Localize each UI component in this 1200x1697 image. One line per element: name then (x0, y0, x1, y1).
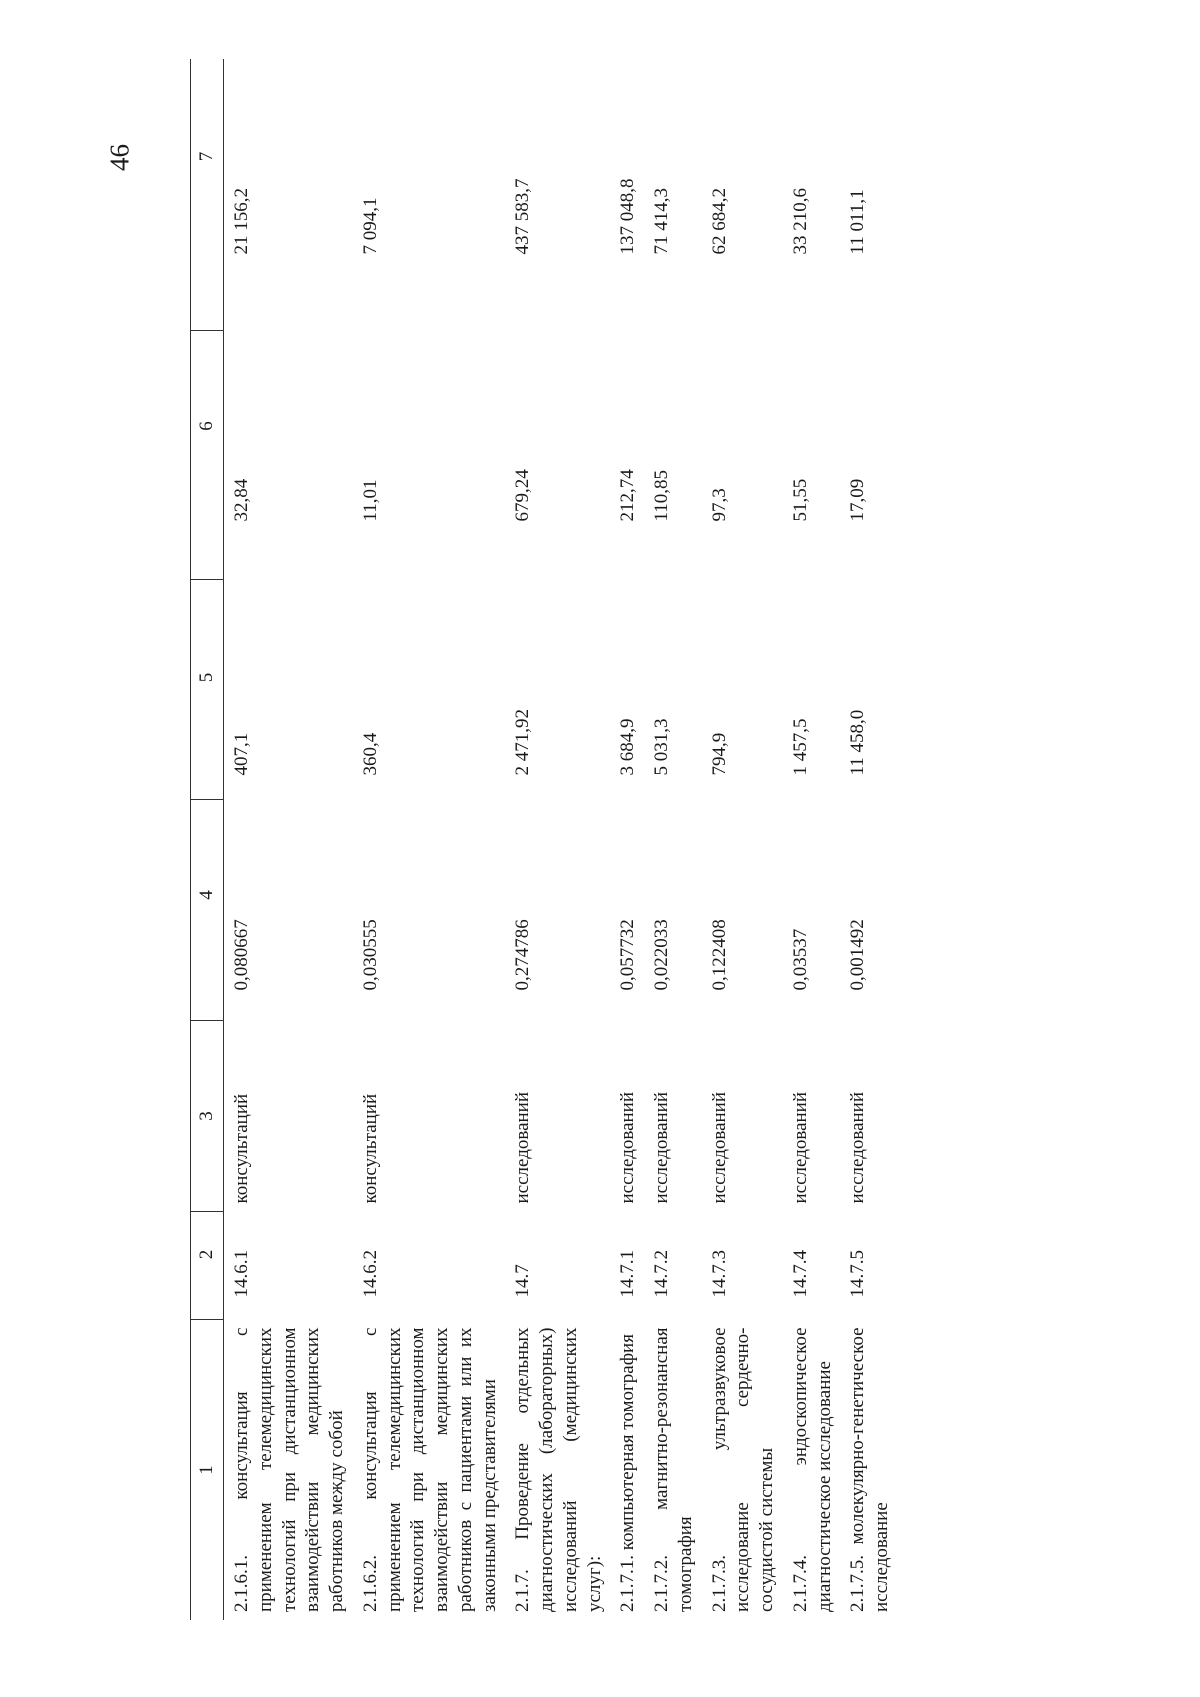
header-col-3: 3 (191, 1021, 224, 1212)
row-col7: 437 583,7 (512, 178, 534, 255)
row-col5: 3 684,9 (617, 718, 639, 776)
row-col5: 2 471,92 (512, 709, 534, 776)
table-row (840, 59, 898, 1620)
row-name: 2.1.7.3. ультразвуковое исследование сердечно-сосудистой системы (708, 1327, 777, 1612)
row-code: 14.7.5 (847, 1250, 869, 1298)
row-name: 2.1.6.1. консультация с применением телемедицинских технологий при дистанционном взаимодействии медицинских работников между собой (231, 1327, 347, 1612)
row-col4: 0,274786 (512, 919, 534, 991)
row-unit: исследований (512, 1091, 534, 1204)
row-col6: 51,55 (789, 478, 811, 522)
row-code: 14.7.2 (651, 1250, 672, 1298)
row-unit: исследований (651, 1091, 672, 1204)
row-col5: 1 457,5 (789, 718, 811, 776)
row-col6: 110,85 (651, 469, 672, 522)
row-unit: исследований (847, 1091, 869, 1204)
header-col-6: 6 (191, 331, 224, 580)
table-body (224, 59, 898, 1620)
row-unit: исследований (789, 1091, 811, 1204)
row-name: 2.1.6.2. консультация с применением телемедицинских технологий при дистанционном взаимодействии медицинских работников с пациентами или их законными представителями (359, 1327, 500, 1612)
row-code: 14.7.1 (617, 1250, 639, 1298)
table-row (505, 59, 610, 1620)
row-col4: 0,022033 (651, 919, 672, 991)
row-col7: 11 011,1 (847, 189, 869, 255)
row-col7: 21 156,2 (231, 188, 252, 255)
table-row (610, 59, 644, 1620)
row-col4: 0,03537 (789, 928, 811, 991)
table-row (644, 59, 702, 1620)
table-row (224, 59, 353, 1620)
row-unit: исследований (617, 1091, 639, 1204)
header-col-2: 2 (191, 1212, 224, 1320)
row-col4: 0,080667 (231, 919, 252, 991)
row-code: 14.7.4 (789, 1250, 811, 1298)
header-col-4: 4 (191, 800, 224, 1021)
row-name: 2.1.7.2. магнитно-резонансная томография (651, 1327, 696, 1612)
row-unit: исследований (708, 1091, 730, 1204)
row-unit: консультаций (231, 1093, 252, 1204)
header-col-7: 7 (191, 59, 224, 331)
row-code: 14.6.1 (231, 1250, 252, 1298)
row-col5: 407,1 (231, 732, 252, 776)
row-col7: 33 210,6 (789, 188, 811, 255)
table-row (353, 59, 506, 1620)
row-col7: 137 048,8 (617, 178, 639, 255)
header-col-1: 1 (191, 1320, 224, 1621)
row-col5: 794,9 (708, 732, 730, 776)
row-col4: 0,001492 (847, 919, 869, 991)
row-name: 2.1.7.4. эндоскопическое диагностическое исследование (789, 1327, 835, 1612)
row-code: 14.6.2 (359, 1250, 381, 1298)
row-col7: 7 094,1 (359, 197, 381, 255)
table-row (702, 59, 783, 1620)
row-col7: 71 414,3 (651, 188, 672, 255)
row-col4: 0,057732 (617, 919, 639, 991)
row-col6: 212,74 (617, 469, 639, 522)
row-col7: 62 684,2 (708, 188, 730, 255)
header-col-5: 5 (191, 580, 224, 800)
row-col6: 97,3 (708, 488, 730, 522)
row-code: 14.7.3 (708, 1250, 730, 1298)
row-col6: 679,24 (512, 469, 534, 522)
table-header (191, 59, 224, 1620)
row-col6: 11,01 (359, 479, 381, 522)
page-number: 46 (104, 144, 135, 171)
row-col5: 11 458,0 (847, 709, 869, 776)
data-table (190, 59, 898, 1620)
row-col5: 5 031,3 (651, 718, 672, 776)
row-col6: 32,84 (231, 478, 252, 522)
table-row (783, 59, 841, 1620)
row-unit: консультаций (359, 1093, 381, 1204)
row-name: 2.1.7.1. компьютерная томография (617, 1334, 639, 1612)
row-name: 2.1.7.5. молекулярно-генетическое исследование (847, 1327, 892, 1612)
row-col6: 17,09 (847, 478, 869, 522)
row-name: 2.1.7. Проведение отдельных диагностических (лабораторных) исследований (медицинских услуг): (512, 1327, 605, 1612)
row-col4: 0,122408 (708, 919, 730, 991)
row-col4: 0,030555 (359, 919, 381, 991)
header-row (191, 59, 224, 1620)
rotated-table-sheet (190, 130, 905, 1620)
row-code: 14.7 (512, 1264, 534, 1298)
row-col5: 360,4 (359, 732, 381, 776)
